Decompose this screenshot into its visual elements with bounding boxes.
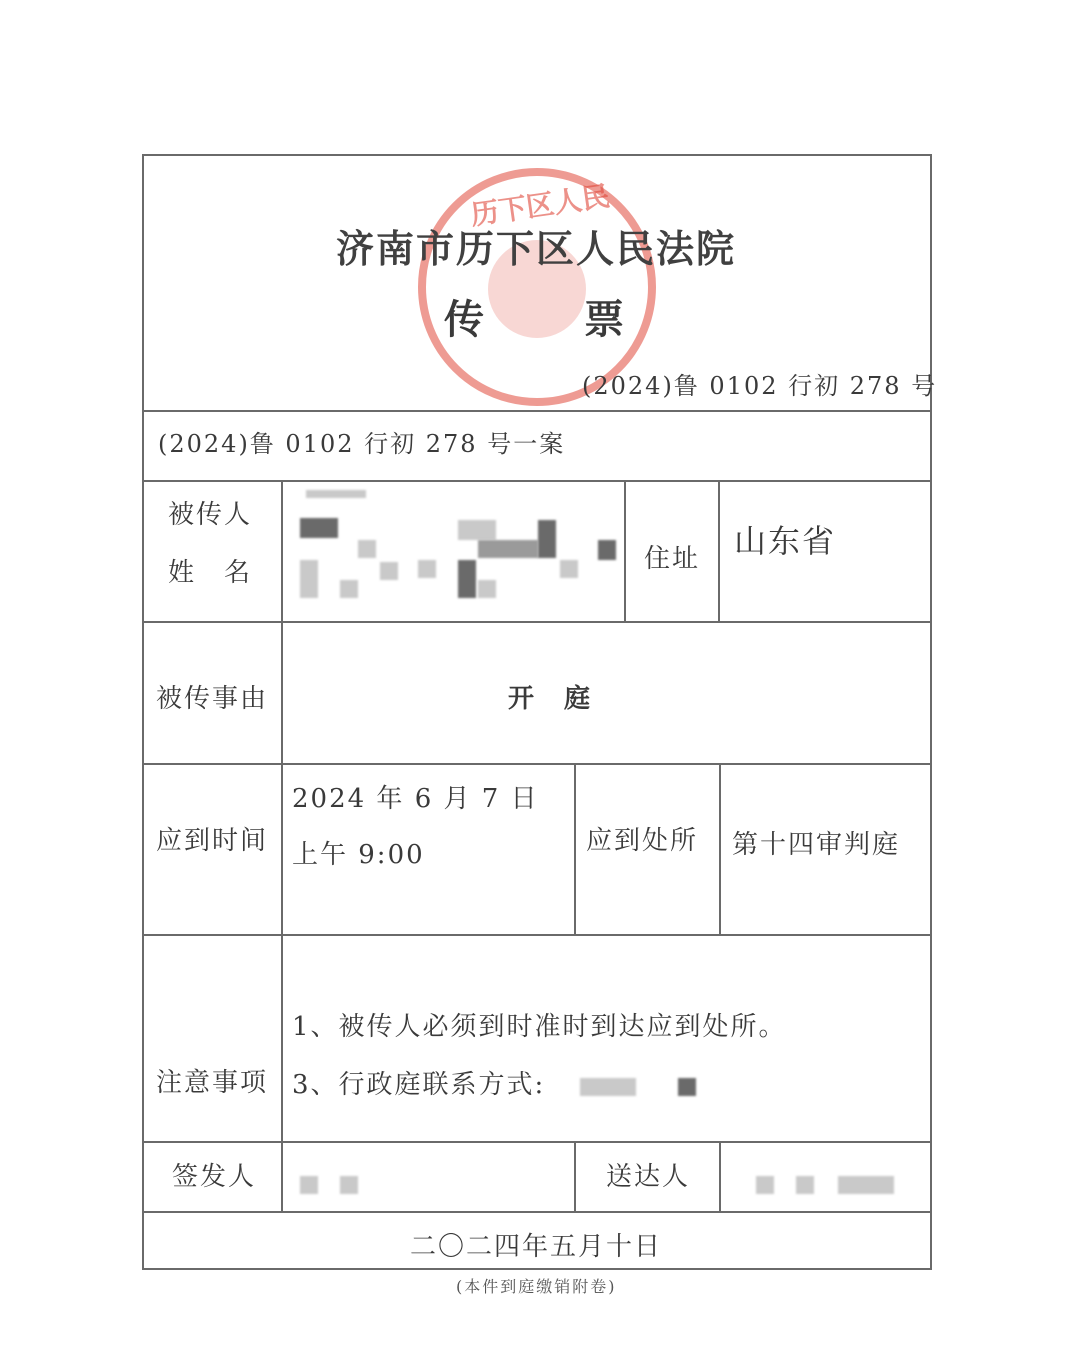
row-divider — [142, 621, 932, 623]
appear-date: 2024 年 6 月 7 日 — [292, 784, 539, 814]
redacted-name — [458, 560, 476, 598]
place-value: 第十四审判庭 — [732, 830, 901, 860]
redacted-name — [478, 540, 538, 558]
redacted-name — [598, 540, 616, 560]
redacted-deliverer — [756, 1176, 774, 1194]
row-divider — [142, 1211, 932, 1213]
col-divider — [719, 1141, 721, 1211]
redacted-name — [538, 520, 556, 558]
col-divider — [718, 480, 720, 621]
redacted-name — [300, 518, 338, 538]
col-divider — [624, 480, 626, 621]
notes-label: 注意事项 — [156, 1068, 269, 1098]
redacted-phone — [678, 1078, 696, 1096]
name-label: 姓 名 — [168, 558, 253, 588]
redacted-name — [478, 580, 496, 598]
doc-number: (2024)鲁 0102 行初 278 号 — [582, 372, 938, 400]
reason-value: 开 庭 — [508, 684, 593, 714]
redacted-name — [458, 520, 496, 540]
redacted-deliverer — [838, 1176, 894, 1194]
doc-title-left: 传 — [444, 296, 486, 343]
row-divider — [142, 480, 932, 482]
row-divider — [142, 763, 932, 765]
court-name: 济南市历下区人民法院 — [336, 226, 737, 271]
redacted-issuer — [300, 1176, 318, 1194]
note-item-1: 1、被传人必须到时准时到达应到处所。 — [292, 1012, 787, 1042]
reason-label: 被传事由 — [156, 684, 269, 714]
redacted-deliverer — [796, 1176, 814, 1194]
time-label: 应到时间 — [156, 826, 269, 856]
redacted-name — [418, 560, 436, 578]
deliverer-label: 送达人 — [606, 1162, 691, 1192]
redacted-name — [380, 562, 398, 580]
redacted-name — [300, 560, 318, 598]
row-divider — [142, 934, 932, 936]
footer-note: (本件到庭缴销附卷) — [456, 1277, 617, 1296]
place-label: 应到处所 — [586, 826, 699, 856]
address-label: 住址 — [644, 544, 701, 574]
seal-text: 历下区人民 — [468, 179, 612, 232]
col-divider — [281, 480, 283, 1211]
col-divider — [574, 1141, 576, 1211]
issuer-label: 签发人 — [172, 1162, 257, 1192]
row-divider — [142, 1141, 932, 1143]
summoned-label: 被传人 — [168, 500, 253, 530]
appear-clock: 上午 9:00 — [292, 840, 425, 870]
redacted-issuer — [340, 1176, 358, 1194]
issue-date: 二〇二四年五月十日 — [410, 1232, 663, 1262]
note-item-3: 3、行政庭联系方式: — [292, 1070, 546, 1100]
col-divider — [719, 763, 721, 934]
redacted-phone — [580, 1078, 636, 1096]
case-line: (2024)鲁 0102 行初 278 号一案 — [158, 430, 566, 458]
row-divider — [142, 410, 932, 412]
col-divider — [574, 763, 576, 934]
redacted-name — [340, 580, 358, 598]
redacted-name — [560, 560, 578, 578]
doc-title-right: 票 — [584, 296, 626, 343]
redacted-name — [306, 490, 366, 498]
redacted-name — [358, 540, 376, 558]
address-value: 山东省 — [734, 522, 837, 560]
